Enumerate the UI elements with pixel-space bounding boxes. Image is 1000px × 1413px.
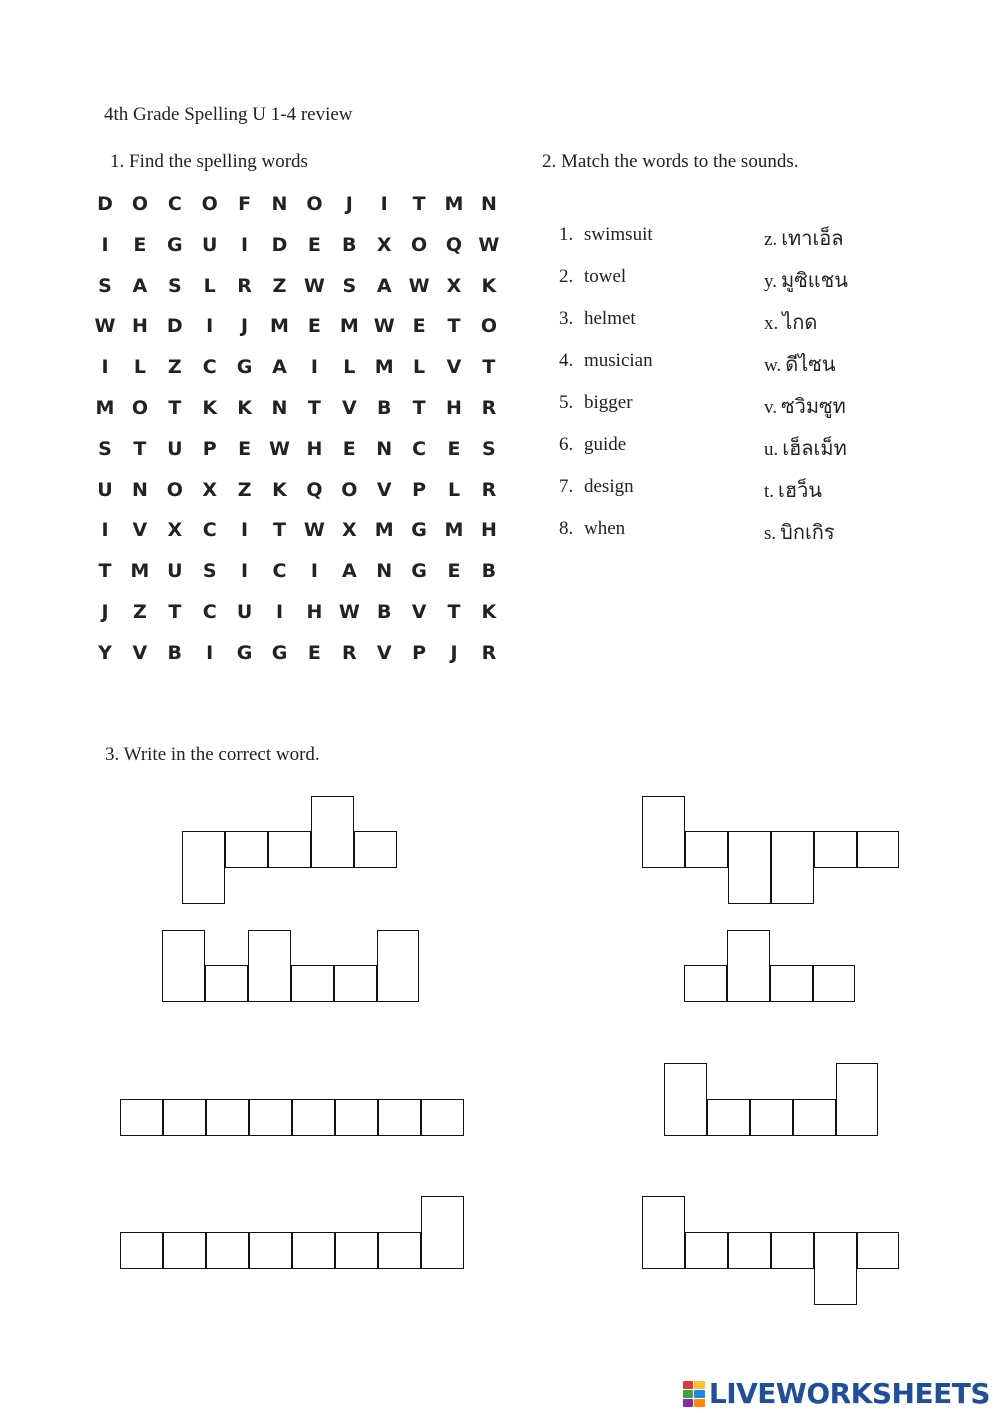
letter-box[interactable] <box>836 1063 878 1136</box>
match-word[interactable]: guide <box>584 434 627 455</box>
letter-box[interactable] <box>291 965 334 1002</box>
grid-letter[interactable]: T <box>133 437 147 460</box>
grid-letter[interactable]: W <box>94 315 116 338</box>
logo-square <box>694 1390 705 1398</box>
grid-letter[interactable]: M <box>270 315 289 338</box>
grid-letter[interactable]: I <box>241 519 249 542</box>
grid-letter[interactable]: C <box>272 560 287 583</box>
letter-box[interactable] <box>206 1232 249 1269</box>
grid-letter[interactable]: S <box>202 560 217 583</box>
letter-box[interactable] <box>814 1232 857 1305</box>
grid-letter[interactable]: J <box>450 641 458 664</box>
grid-letter[interactable]: H <box>306 601 323 623</box>
word-search-grid[interactable] <box>88 192 508 682</box>
letter-box[interactable] <box>182 831 225 904</box>
grid-letter[interactable]: M <box>444 193 464 215</box>
grid-letter[interactable]: T <box>168 601 182 623</box>
grid-letter[interactable]: S <box>167 274 182 297</box>
letter-box[interactable] <box>163 1232 206 1269</box>
grid-letter[interactable]: T <box>412 397 426 419</box>
grid-letter[interactable]: E <box>133 233 147 256</box>
grid-letter[interactable]: A <box>272 356 287 379</box>
grid-letter[interactable]: A <box>132 274 148 297</box>
match-sound[interactable] <box>764 264 848 296</box>
grid-letter[interactable]: R <box>481 641 497 664</box>
grid-letter[interactable]: E <box>307 641 321 664</box>
grid-letter[interactable]: N <box>376 437 393 460</box>
letter-box[interactable] <box>163 1099 206 1136</box>
letter-box[interactable] <box>354 831 397 868</box>
match-word[interactable]: swimsuit <box>584 224 653 245</box>
letter-box[interactable] <box>642 1196 685 1269</box>
grid-letter[interactable]: U <box>201 233 218 256</box>
sound-letter: y. <box>764 271 778 292</box>
grid-letter[interactable]: E <box>342 437 356 460</box>
grid-letter[interactable]: E <box>307 315 321 338</box>
grid-letter[interactable]: O <box>411 233 428 256</box>
grid-letter[interactable]: H <box>480 519 497 542</box>
grid-letter[interactable]: I <box>101 519 109 542</box>
grid-letter[interactable]: U <box>97 478 113 501</box>
grid-letter[interactable]: S <box>482 437 496 460</box>
grid-letter[interactable]: N <box>376 560 393 583</box>
logo-icon <box>683 1381 705 1407</box>
grid-letter[interactable]: C <box>412 437 427 460</box>
grid-letter[interactable]: I <box>101 356 109 379</box>
match-number: 2. <box>559 266 574 287</box>
grid-letter[interactable]: V <box>132 519 148 542</box>
section1-heading: 1. Find the spelling words <box>110 151 308 172</box>
grid-letter[interactable]: G <box>411 519 427 542</box>
grid-letter[interactable]: G <box>411 560 427 583</box>
letter-box[interactable] <box>378 1099 421 1136</box>
letter-box[interactable] <box>685 1232 728 1269</box>
match-number: 8. <box>559 518 574 539</box>
grid-letter[interactable]: R <box>341 641 357 664</box>
grid-letter[interactable]: P <box>412 478 427 501</box>
grid-letter[interactable]: B <box>342 233 357 256</box>
grid-letter[interactable]: Z <box>237 478 252 501</box>
grid-letter[interactable]: O <box>131 193 148 215</box>
grid-letter[interactable]: I <box>241 233 249 256</box>
grid-letter[interactable]: J <box>101 601 109 623</box>
grid-letter[interactable]: S <box>342 274 357 297</box>
letter-box[interactable] <box>120 1099 163 1136</box>
grid-letter[interactable]: O <box>201 193 218 215</box>
grid-letter[interactable]: B <box>481 560 497 583</box>
grid-letter[interactable]: W <box>303 519 325 542</box>
letter-box[interactable] <box>771 831 814 904</box>
grid-letter[interactable]: N <box>271 397 288 419</box>
grid-letter[interactable]: H <box>131 315 148 338</box>
grid-letter[interactable]: Z <box>133 601 147 623</box>
match-word[interactable]: helmet <box>584 308 636 329</box>
grid-letter[interactable]: G <box>271 641 288 664</box>
grid-letter[interactable]: O <box>341 478 358 501</box>
liveworksheets-logo <box>683 1377 990 1410</box>
grid-letter[interactable]: C <box>202 356 217 379</box>
letter-box[interactable] <box>378 1232 421 1269</box>
letter-box[interactable] <box>335 1099 378 1136</box>
grid-letter[interactable]: U <box>236 601 253 623</box>
letter-box[interactable] <box>292 1232 335 1269</box>
match-sound[interactable] <box>764 348 836 380</box>
grid-letter[interactable]: I <box>101 233 109 256</box>
grid-letter[interactable]: Y <box>98 641 112 664</box>
match-sound[interactable] <box>764 516 835 548</box>
letter-box[interactable] <box>814 831 857 868</box>
grid-letter[interactable]: E <box>412 315 426 338</box>
grid-letter[interactable]: V <box>132 641 148 664</box>
grid-letter[interactable]: C <box>202 519 217 542</box>
grid-letter[interactable]: Z <box>272 274 287 297</box>
letter-box[interactable] <box>813 965 855 1002</box>
match-sound[interactable] <box>764 306 817 338</box>
grid-letter[interactable]: R <box>481 478 497 501</box>
grid-letter[interactable]: X <box>376 233 392 256</box>
sound-thai: เฮ็ลเม็ท <box>782 436 847 460</box>
grid-letter[interactable]: R <box>481 397 497 419</box>
letter-box[interactable] <box>292 1099 335 1136</box>
grid-letter[interactable]: H <box>446 397 462 419</box>
grid-letter[interactable]: X <box>341 519 357 542</box>
letter-box[interactable] <box>206 1099 249 1136</box>
match-sound[interactable] <box>764 390 846 422</box>
match-sound[interactable] <box>764 432 847 464</box>
match-sound[interactable] <box>764 474 822 506</box>
grid-letter[interactable]: L <box>343 356 356 379</box>
match-word[interactable]: design <box>584 476 634 497</box>
match-number: 4. <box>559 350 574 371</box>
letter-box[interactable] <box>205 965 248 1002</box>
letter-box[interactable] <box>249 1099 292 1136</box>
grid-letter[interactable]: M <box>95 397 115 419</box>
sound-thai: ไกด <box>782 310 818 334</box>
grid-letter[interactable]: T <box>482 356 496 379</box>
grid-letter[interactable]: I <box>380 193 388 215</box>
grid-letter[interactable]: T <box>447 315 461 338</box>
letter-box[interactable] <box>727 930 770 1002</box>
grid-letter[interactable]: M <box>374 519 394 542</box>
grid-letter[interactable]: V <box>376 641 392 664</box>
letter-box[interactable] <box>707 1099 750 1136</box>
grid-letter[interactable]: Q <box>445 233 463 256</box>
letter-box[interactable] <box>857 1232 899 1269</box>
grid-letter[interactable]: K <box>202 397 218 419</box>
letter-box[interactable] <box>377 930 419 1002</box>
letter-box[interactable] <box>684 965 727 1002</box>
grid-letter[interactable]: G <box>166 233 183 256</box>
grid-letter[interactable]: F <box>238 193 252 215</box>
letter-box[interactable] <box>268 831 311 868</box>
grid-letter[interactable]: G <box>236 641 253 664</box>
grid-letter[interactable]: W <box>269 437 290 460</box>
grid-letter[interactable]: X <box>167 519 183 542</box>
grid-letter[interactable]: W <box>373 315 395 338</box>
match-word[interactable]: musician <box>584 350 653 371</box>
grid-letter[interactable]: A <box>376 274 392 297</box>
grid-letter[interactable]: B <box>376 601 392 623</box>
grid-letter[interactable]: K <box>237 397 252 419</box>
logo-square <box>694 1381 705 1389</box>
grid-letter[interactable]: K <box>481 601 497 623</box>
grid-letter[interactable]: E <box>447 437 461 460</box>
grid-letter[interactable]: M <box>130 560 150 583</box>
grid-letter[interactable]: T <box>412 193 426 215</box>
letter-box[interactable] <box>793 1099 836 1136</box>
sound-thai: เฮว็น <box>778 478 822 502</box>
grid-letter[interactable]: G <box>236 356 253 379</box>
grid-letter[interactable]: I <box>310 560 318 583</box>
grid-letter[interactable]: O <box>131 397 148 419</box>
grid-letter[interactable]: T <box>307 397 321 419</box>
letter-box[interactable] <box>421 1196 464 1269</box>
grid-letter[interactable]: O <box>306 193 323 215</box>
sound-letter: t. <box>764 481 775 502</box>
grid-letter[interactable]: L <box>133 356 146 379</box>
grid-letter[interactable]: I <box>275 601 284 623</box>
grid-letter[interactable]: R <box>237 274 252 297</box>
sound-letter: s. <box>764 523 777 544</box>
sound-thai: บิกเกิร <box>780 520 835 544</box>
match-word[interactable]: when <box>584 518 626 539</box>
logo-square <box>683 1390 694 1398</box>
grid-letter[interactable]: B <box>376 397 392 419</box>
match-number: 3. <box>559 308 574 329</box>
letter-box[interactable] <box>664 1063 707 1136</box>
grid-letter[interactable]: K <box>272 478 287 501</box>
match-number: 5. <box>559 392 574 413</box>
worksheet-title: 4th Grade Spelling U 1-4 review <box>104 104 353 125</box>
letter-box[interactable] <box>857 831 899 868</box>
grid-letter[interactable]: W <box>408 274 430 297</box>
grid-letter[interactable]: D <box>166 315 183 338</box>
sound-thai: ดีไซน <box>785 352 836 376</box>
grid-letter[interactable]: E <box>307 233 321 256</box>
grid-letter[interactable]: B <box>167 641 183 664</box>
grid-letter[interactable]: T <box>447 601 461 623</box>
grid-letter[interactable]: C <box>167 193 182 215</box>
grid-letter[interactable]: U <box>167 437 183 460</box>
letter-box[interactable] <box>249 1232 292 1269</box>
match-word[interactable]: bigger <box>584 392 633 413</box>
match-sound[interactable] <box>764 222 844 254</box>
section2-heading: 2. Match the words to the sounds. <box>542 151 799 172</box>
letter-box[interactable] <box>335 1232 378 1269</box>
grid-letter[interactable]: Z <box>167 356 182 379</box>
logo-square <box>683 1399 694 1407</box>
grid-letter[interactable]: P <box>202 437 217 460</box>
grid-letter[interactable]: V <box>411 601 427 623</box>
grid-letter[interactable]: T <box>273 519 286 542</box>
letter-box[interactable] <box>642 796 685 868</box>
grid-letter[interactable]: E <box>238 437 252 460</box>
sound-letter: v. <box>764 397 778 418</box>
grid-letter[interactable]: V <box>446 356 462 379</box>
letter-box[interactable] <box>248 930 291 1002</box>
grid-letter[interactable]: J <box>345 193 353 215</box>
grid-letter[interactable]: N <box>480 193 497 215</box>
grid-letter[interactable]: X <box>202 478 218 501</box>
grid-letter[interactable]: W <box>338 601 360 623</box>
grid-letter[interactable]: K <box>481 274 497 297</box>
grid-letter[interactable]: L <box>447 478 461 501</box>
grid-letter[interactable]: N <box>271 193 288 215</box>
grid-letter[interactable]: V <box>341 397 357 419</box>
grid-letter[interactable]: J <box>241 315 249 338</box>
letter-box[interactable] <box>771 1232 814 1269</box>
grid-letter[interactable]: E <box>447 560 461 583</box>
sound-thai: ซวิมซูท <box>781 394 846 418</box>
grid-letter[interactable]: M <box>374 356 394 379</box>
grid-letter[interactable]: M <box>444 519 464 542</box>
letter-box[interactable] <box>225 831 268 868</box>
sound-thai: เทาเอ็ล <box>781 226 844 250</box>
logo-square <box>683 1381 694 1389</box>
letter-box[interactable] <box>162 930 205 1002</box>
letter-box[interactable] <box>311 796 354 868</box>
grid-letter[interactable]: I <box>241 560 249 583</box>
letter-box[interactable] <box>770 965 813 1002</box>
match-word[interactable]: towel <box>584 266 627 287</box>
letter-box[interactable] <box>334 965 377 1002</box>
grid-letter[interactable]: V <box>376 478 392 501</box>
match-number: 7. <box>559 476 574 497</box>
section3-heading: 3. Write in the correct word. <box>105 744 320 765</box>
grid-letter[interactable]: X <box>446 274 462 297</box>
match-number: 1. <box>559 224 574 245</box>
logo-text: LIVEWORKSHEETS <box>708 1377 990 1410</box>
grid-letter[interactable]: M <box>339 315 359 338</box>
grid-letter[interactable]: H <box>306 437 323 460</box>
grid-letter[interactable]: N <box>131 478 148 501</box>
grid-letter[interactable]: T <box>168 397 182 419</box>
grid-letter[interactable]: O <box>480 315 497 338</box>
letter-box[interactable] <box>685 831 728 868</box>
sound-letter: z. <box>764 229 778 250</box>
grid-letter[interactable]: D <box>271 233 288 256</box>
letter-box[interactable] <box>728 1232 771 1269</box>
logo-square <box>694 1399 705 1407</box>
letter-box[interactable] <box>728 831 771 904</box>
grid-letter[interactable]: I <box>206 315 214 338</box>
grid-letter[interactable]: S <box>98 437 112 460</box>
letter-box[interactable] <box>421 1099 464 1136</box>
grid-letter[interactable]: Q <box>306 478 323 501</box>
grid-letter[interactable]: A <box>341 560 357 583</box>
letter-box[interactable] <box>120 1232 163 1269</box>
grid-letter[interactable]: W <box>478 233 500 256</box>
grid-letter[interactable]: O <box>166 478 183 501</box>
grid-letter[interactable]: D <box>97 193 113 215</box>
grid-letter[interactable]: L <box>203 274 216 297</box>
grid-letter[interactable]: I <box>310 356 318 379</box>
grid-letter[interactable]: C <box>202 601 217 623</box>
sound-letter: w. <box>764 355 782 376</box>
grid-letter[interactable]: U <box>167 560 183 583</box>
sound-thai: มูซิแชน <box>781 268 848 292</box>
grid-letter[interactable]: I <box>206 641 214 664</box>
grid-letter[interactable]: L <box>413 356 426 379</box>
grid-letter[interactable]: W <box>303 274 325 297</box>
sound-letter: u. <box>764 439 779 460</box>
sound-letter: x. <box>764 313 779 334</box>
grid-letter[interactable]: P <box>412 641 427 664</box>
letter-box[interactable] <box>750 1099 793 1136</box>
grid-letter[interactable]: S <box>98 274 112 297</box>
grid-letter[interactable]: T <box>98 560 112 583</box>
match-number: 6. <box>559 434 574 455</box>
